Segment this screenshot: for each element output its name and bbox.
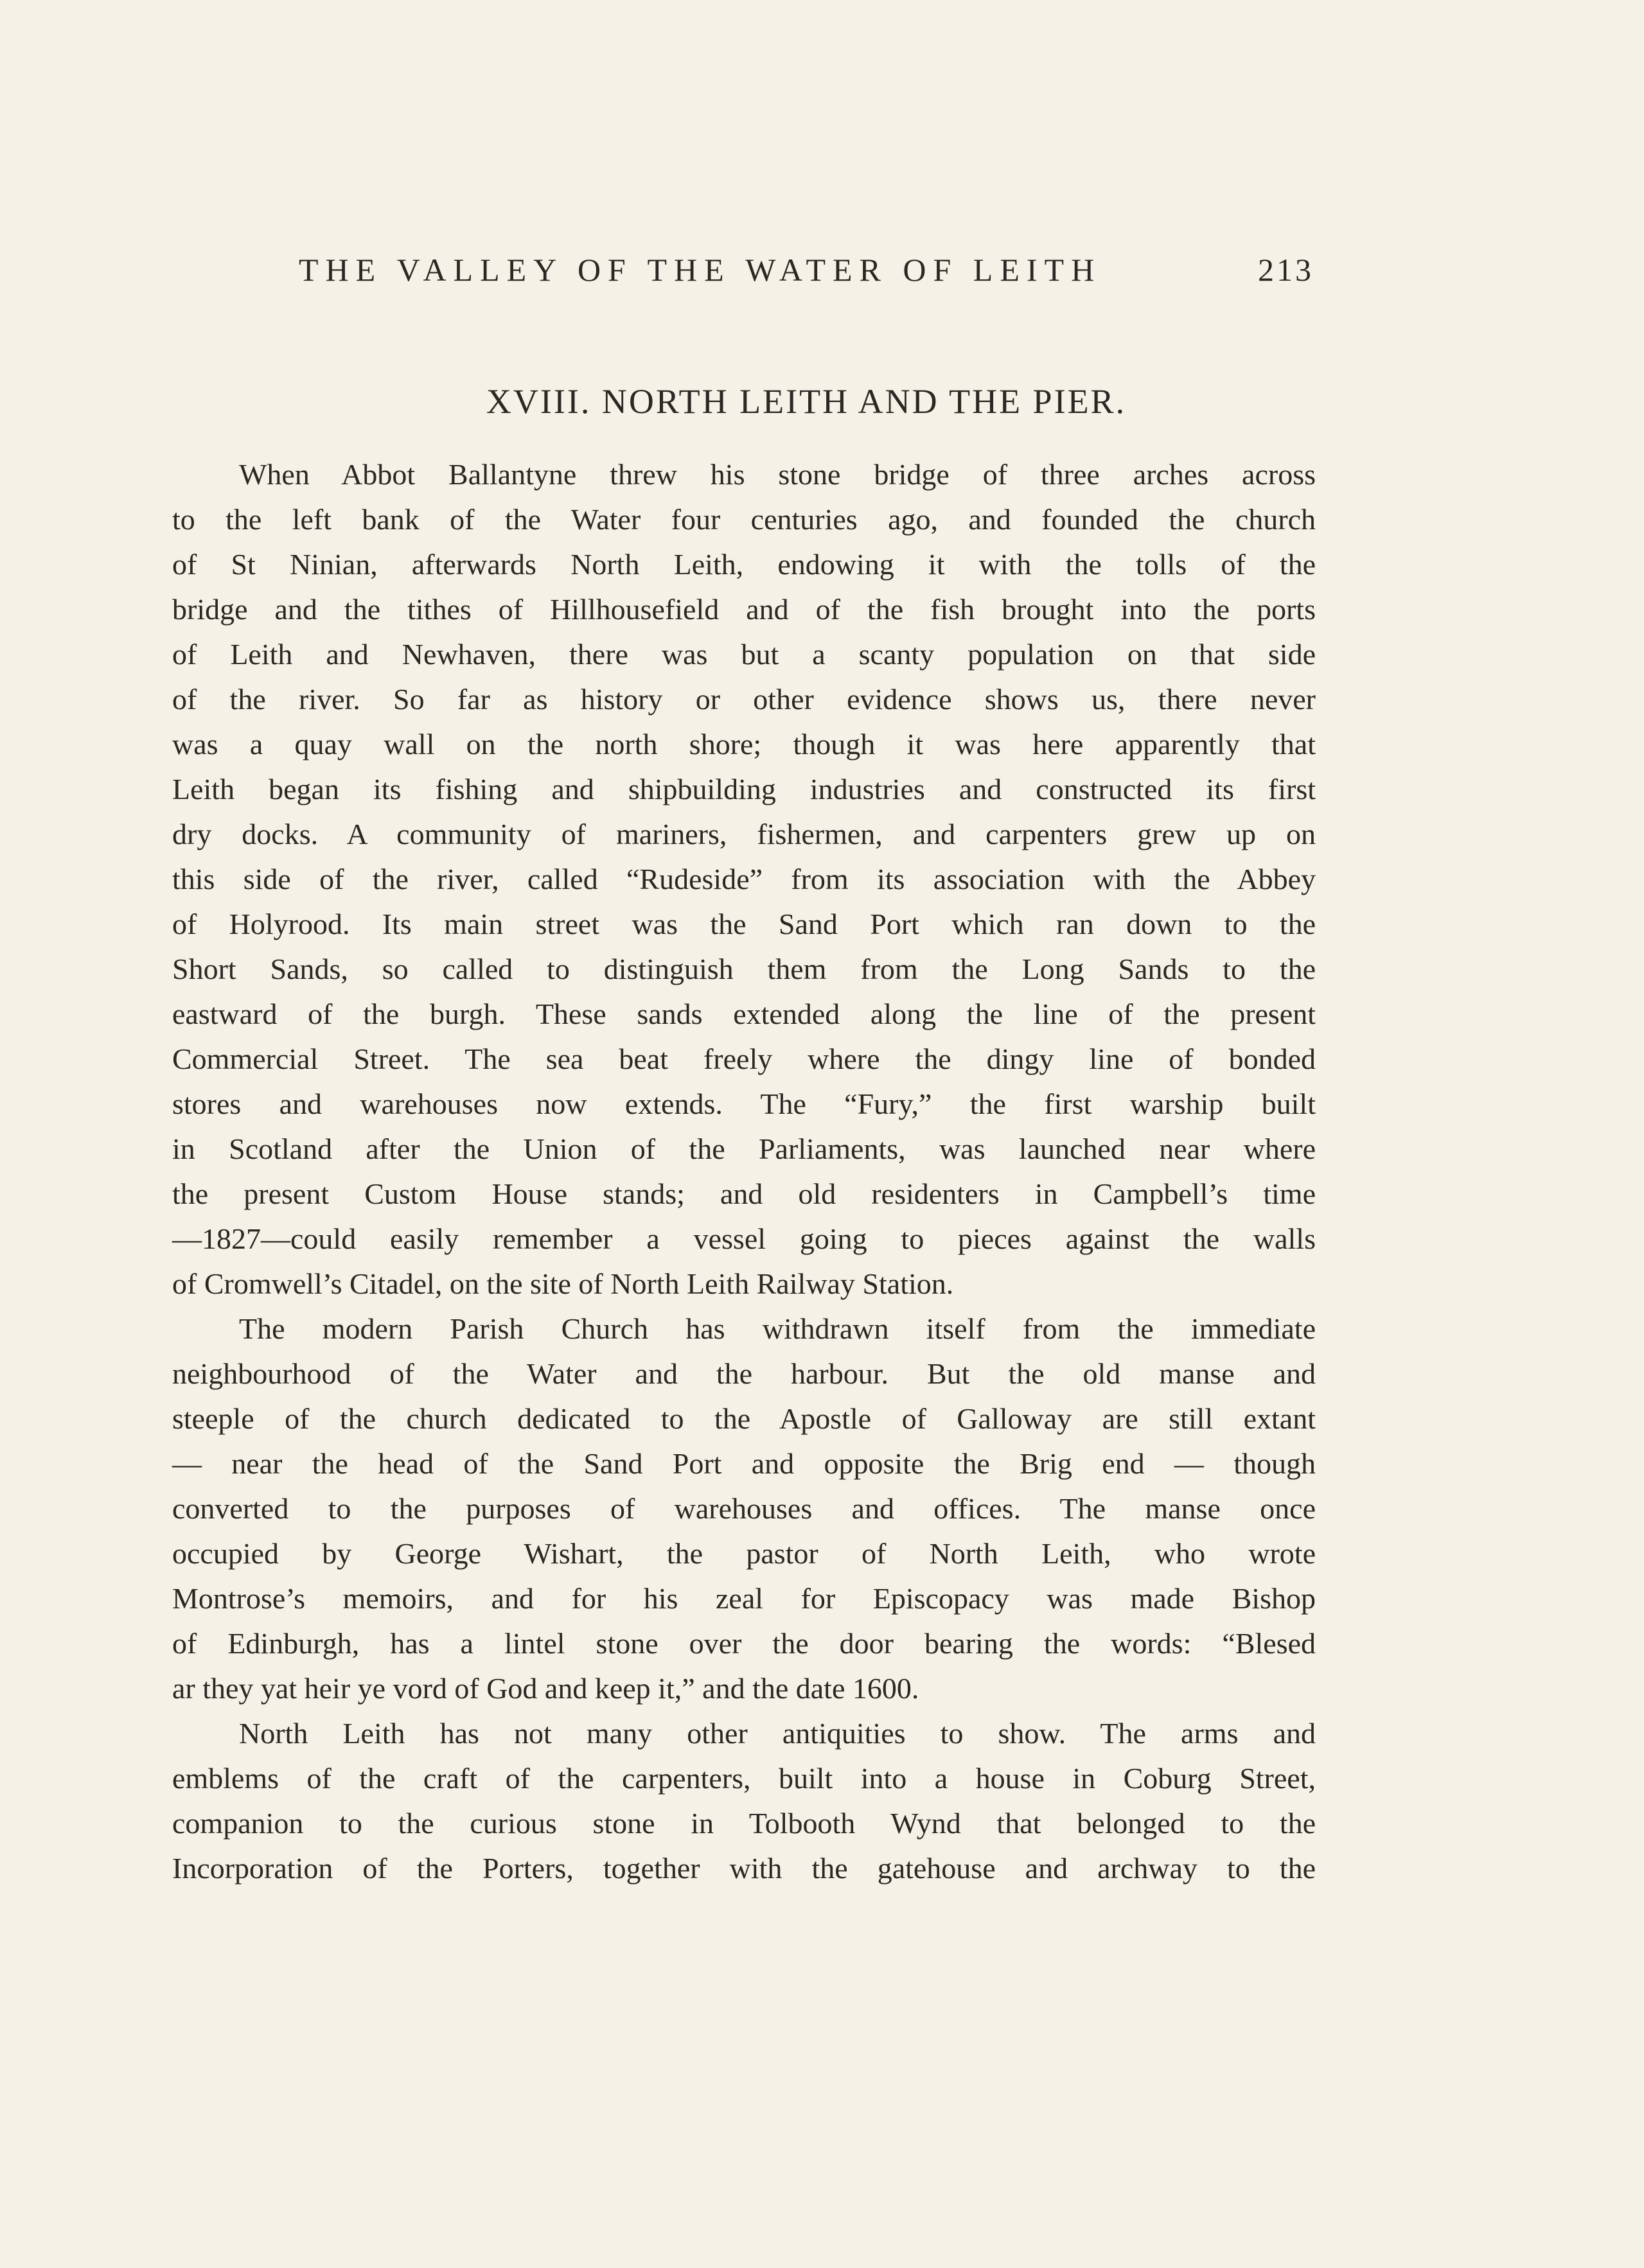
text-line: Leith began its fishing and shipbuilding industries and constructed its first [172, 773, 1316, 805]
body-text [172, 452, 1316, 1891]
text-line: stores and warehouses now extends. The “Fury,” the first warship built [172, 1087, 1316, 1120]
text-line: to the left bank of the Water four centuries ago, and founded the church [172, 503, 1316, 536]
text-line: of Cromwell’s Citadel, on the site of North Leith Railway Station. [172, 1267, 954, 1300]
text-line: of Holyrood. Its main street was the Sand Port which ran down to the [172, 908, 1316, 940]
text-line: Short Sands, so called to distinguish them from the Long Sands to the [172, 953, 1316, 985]
text-line: Incorporation of the Porters, together with the gatehouse and archway to the [172, 1852, 1316, 1885]
text-line: Montrose’s memoirs, and for his zeal for Episcopacy was made Bishop [172, 1582, 1316, 1615]
text-line: — near the head of the Sand Port and opposite the Brig end — though [172, 1447, 1316, 1480]
text-line: bridge and the tithes of Hillhousefield and of the fish brought into the ports [172, 593, 1316, 626]
text-line: ar they yat heir ye vord of God and keep it,” and the date 1600. [172, 1672, 919, 1705]
page-number: 213 [1258, 252, 1314, 288]
text-line: When Abbot Ballantyne threw his stone bridge of three arches across [239, 458, 1316, 491]
text-line: steeple of the church dedicated to the Apostle of Galloway are still extant [172, 1402, 1316, 1435]
text-line: of the river. So far as history or other evidence shows us, there never [172, 683, 1316, 716]
text-line: occupied by George Wishart, the pastor of North Leith, who wrote [172, 1537, 1316, 1570]
running-title: THE VALLEY OF THE WATER OF LEITH [299, 252, 1102, 288]
text-line: —1827—could easily remember a vessel going to pieces against the walls [172, 1222, 1316, 1255]
text-line: this side of the river, called “Rudeside” from its association with the Abbey [172, 863, 1316, 895]
paragraph [172, 452, 1316, 1306]
paragraph [172, 1711, 1316, 1891]
paragraph [172, 1306, 1316, 1711]
text-line: of St Ninian, afterwards North Leith, endowing it with the tolls of the [172, 548, 1316, 581]
chapter-heading: XVIII. NORTH LEITH AND THE PIER. [486, 382, 1127, 421]
text-line: the present Custom House stands; and old residenters in Campbell’s time [172, 1177, 1316, 1210]
text-line: of Leith and Newhaven, there was but a scanty population on that side [172, 638, 1316, 671]
text-line: companion to the curious stone in Tolbooth Wynd that belonged to the [172, 1807, 1316, 1840]
text-line: of Edinburgh, has a lintel stone over the door bearing the words: “Blesed [172, 1627, 1316, 1660]
text-line: neighbourhood of the Water and the harbour. But the old manse and [172, 1357, 1316, 1390]
text-line: dry docks. A community of mariners, fishermen, and carpenters grew up on [172, 818, 1316, 850]
text-line: converted to the purposes of warehouses and offices. The manse once [172, 1492, 1316, 1525]
text-line: eastward of the burgh. These sands extended along the line of the present [172, 998, 1316, 1030]
text-line: was a quay wall on the north shore; though it was here apparently that [172, 728, 1316, 760]
text-line: The modern Parish Church has withdrawn itself from the immediate [239, 1312, 1316, 1345]
text-line: Commercial Street. The sea beat freely where the dingy line of bonded [172, 1042, 1316, 1075]
text-line: North Leith has not many other antiquities to show. The arms and [239, 1717, 1316, 1750]
text-line: in Scotland after the Union of the Parliaments, was launched near where [172, 1132, 1316, 1165]
running-head [299, 247, 1314, 292]
text-line: emblems of the craft of the carpenters, built into a house in Coburg Street, [172, 1762, 1316, 1795]
